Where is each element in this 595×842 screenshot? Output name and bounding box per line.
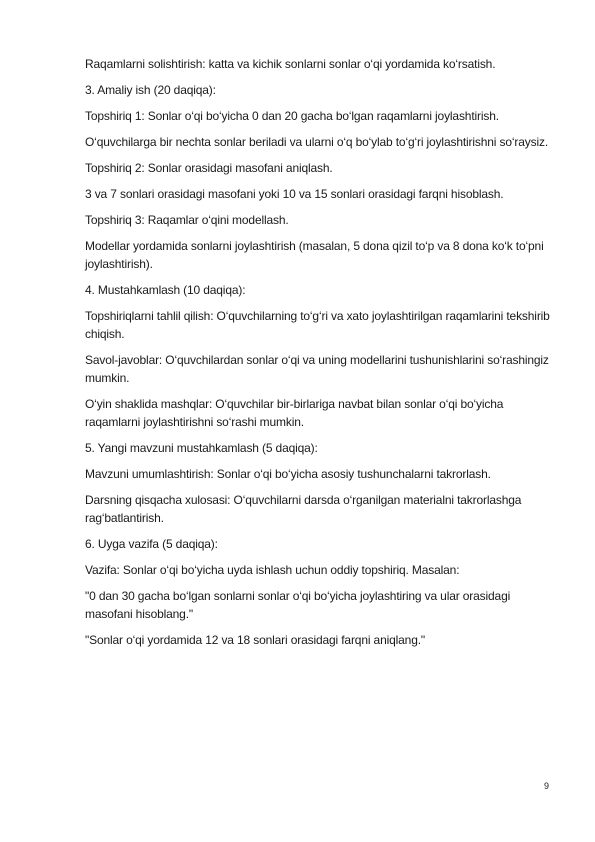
page-body [85, 55, 550, 657]
paragraph: "Sonlar o‘qi yordamida 12 va 18 sonlari orasidagi farqni aniqlang." [85, 633, 426, 647]
paragraph: Raqamlarni solishtirish: katta va kichik sonlarni sonlar o‘qi yordamida ko‘rsatish. [85, 57, 496, 71]
paragraph: Topshiriq 1: Sonlar o‘qi bo‘yicha 0 dan 20 gacha bo‘lgan raqamlarni joylashtirish. [85, 109, 499, 123]
paragraph: Vazifa: Sonlar o‘qi bo‘yicha uyda ishlash uchun oddiy topshiriq. Masalan: [85, 563, 460, 577]
section-heading: 4. Mustahkamlash (10 daqiqa): [85, 283, 246, 297]
paragraph: 3 va 7 sonlari orasidagi masofani yoki 10 va 15 sonlari orasidagi farqni hisoblash. [85, 187, 504, 201]
paragraph: Modellar yordamida sonlarni joylashtirish (masalan, 5 dona qizil to‘p va 8 dona ko‘k to‘pni joylashtirish). [85, 239, 544, 271]
paragraph: Topshiriqlarni tahlil qilish: O‘quvchilarning to‘g‘ri va xato joylashtirilgan raqamlarini tekshirib chiqish. [85, 309, 550, 341]
paragraph: Mavzuni umumlashtirish: Sonlar o‘qi bo‘yicha asosiy tushunchalarni takrorlash. [85, 467, 491, 481]
paragraph: Topshiriq 3: Raqamlar o‘qini modellash. [85, 213, 289, 227]
paragraph: "0 dan 30 gacha bo‘lgan sonlarni sonlar o‘qi bo‘yicha joylashtiring va ular orasidagi masofani hisoblang." [85, 589, 511, 621]
section-heading: 3. Amaliy ish (20 daqiqa): [85, 83, 216, 97]
paragraph: Savol-javoblar: O‘quvchilardan sonlar o‘qi va uning modellarini tushunishlarini so‘rashingiz mumkin. [85, 353, 549, 385]
paragraph: O‘quvchilarga bir nechta sonlar beriladi va ularni o‘q bo‘ylab to‘g‘ri joylashtirishni so‘raysiz. [85, 135, 549, 149]
section-heading: 5. Yangi mavzuni mustahkamlash (5 daqiqa): [85, 441, 318, 455]
section-heading: 6. Uyga vazifa (5 daqiqa): [85, 537, 218, 551]
paragraph: O‘yin shaklida mashqlar: O‘quvchilar bir-birlariga navbat bilan sonlar o‘qi bo‘yicha raqamlarni joylashtirishni so‘rashi mumkin. [85, 397, 504, 429]
paragraph: Darsning qisqacha xulosasi: O‘quvchilarni darsda o‘rganilgan materialni takrorlashga rag‘batlantirish. [85, 493, 522, 525]
page-number: 9 [544, 781, 550, 791]
paragraph: Topshiriq 2: Sonlar orasidagi masofani aniqlash. [85, 161, 333, 175]
